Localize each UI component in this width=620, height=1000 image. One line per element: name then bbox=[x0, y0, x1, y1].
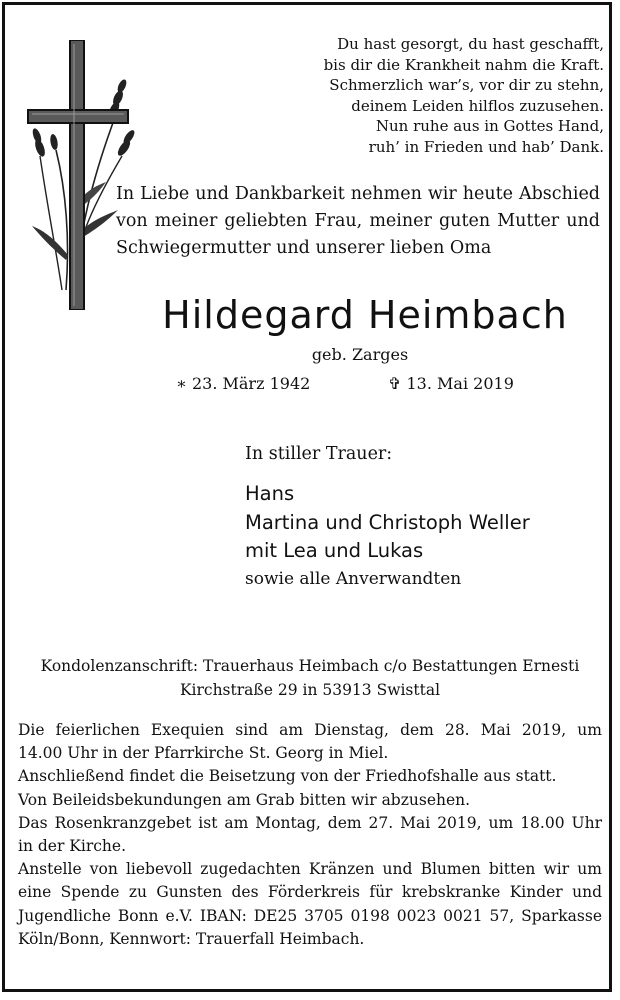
details-line: Von Beileidsbekundungen am Grab bitten wir abzusehen. bbox=[18, 790, 471, 809]
details-line: Anstelle von liebevoll zugedachten Kränzen und Blumen bitten wir um bbox=[18, 860, 602, 879]
details-line: Das Rosenkranzgebet ist am Montag, dem 27. Mai 2019, um 18.00 Uhr bbox=[18, 813, 602, 832]
death-date-group bbox=[388, 373, 514, 395]
address-line: Kirchstraße 29 in 53913 Swisttal bbox=[179, 681, 441, 699]
farewell-line: von meiner geliebten Frau, meiner guten Mutter und bbox=[116, 211, 600, 231]
details-line: Anschließend findet die Beisetzung von der Friedhofshalle aus statt. bbox=[18, 767, 557, 786]
birth-date: 23. März 1942 bbox=[191, 374, 311, 393]
poem-line: Nun ruhe aus in Gottes Hand, bbox=[375, 117, 604, 135]
details-line: in der Kirche. bbox=[18, 837, 127, 856]
details-line: eine Spende zu Gunsten des Förderkreis für krebskranke Kinder und bbox=[18, 883, 602, 902]
deceased-name: Hildegard Heimbach bbox=[162, 293, 568, 337]
death-cross-icon: ✞ bbox=[388, 374, 402, 393]
mourner-name: Hans bbox=[245, 482, 295, 505]
details-line: 14.00 Uhr in der Pfarrkirche St. Georg in Miel. bbox=[18, 744, 389, 763]
details-line: Köln/Bonn, Kennwort: Trauerfall Heimbach. bbox=[18, 929, 365, 948]
poem-line: deinem Leiden hilflos zuzusehen. bbox=[351, 96, 604, 115]
mourning-title: In stiller Trauer: bbox=[245, 444, 393, 464]
birth-star-icon: ∗ bbox=[176, 374, 187, 393]
details-line: Die feierlichen Exequien sind am Dienstag, dem 28. Mai 2019, um bbox=[18, 721, 602, 739]
funeral-details bbox=[18, 719, 602, 951]
mourner-name: Martina und Christoph Weller bbox=[245, 510, 530, 534]
poem-line: ruh’ in Frieden und hab’ Dank. bbox=[368, 137, 604, 156]
death-date: 13. Mai 2019 bbox=[406, 374, 514, 393]
poem-line: Du hast gesorgt, du hast geschafft, bbox=[337, 35, 604, 53]
poem bbox=[274, 34, 604, 157]
mourners-list bbox=[245, 480, 530, 592]
cross-with-wheat-icon bbox=[26, 40, 146, 310]
poem-line: Schmerzlich war’s, vor dir zu stehn, bbox=[329, 76, 604, 94]
birth-name: geb. Zarges bbox=[311, 345, 409, 364]
farewell-line: In Liebe und Dankbarkeit nehmen wir heute Abschied bbox=[116, 184, 600, 204]
farewell-text bbox=[116, 181, 600, 262]
relatives-line: sowie alle Anverwandten bbox=[245, 568, 462, 589]
birth-date-group bbox=[176, 373, 310, 395]
details-line: Jugendliche Bonn e.V. IBAN: DE25 3705 0198 0023 0021 57, Sparkasse bbox=[18, 906, 602, 925]
poem-line: bis dir die Krankheit nahm die Kraft. bbox=[323, 55, 604, 74]
mourner-name: mit Lea und Lukas bbox=[245, 539, 424, 562]
condolence-address bbox=[18, 654, 602, 702]
farewell-line: Schwiegermutter und unserer lieben Oma bbox=[116, 238, 492, 258]
address-line: Kondolenzanschrift: Trauerhaus Heimbach c/o Bestattungen Ernesti bbox=[40, 657, 580, 675]
